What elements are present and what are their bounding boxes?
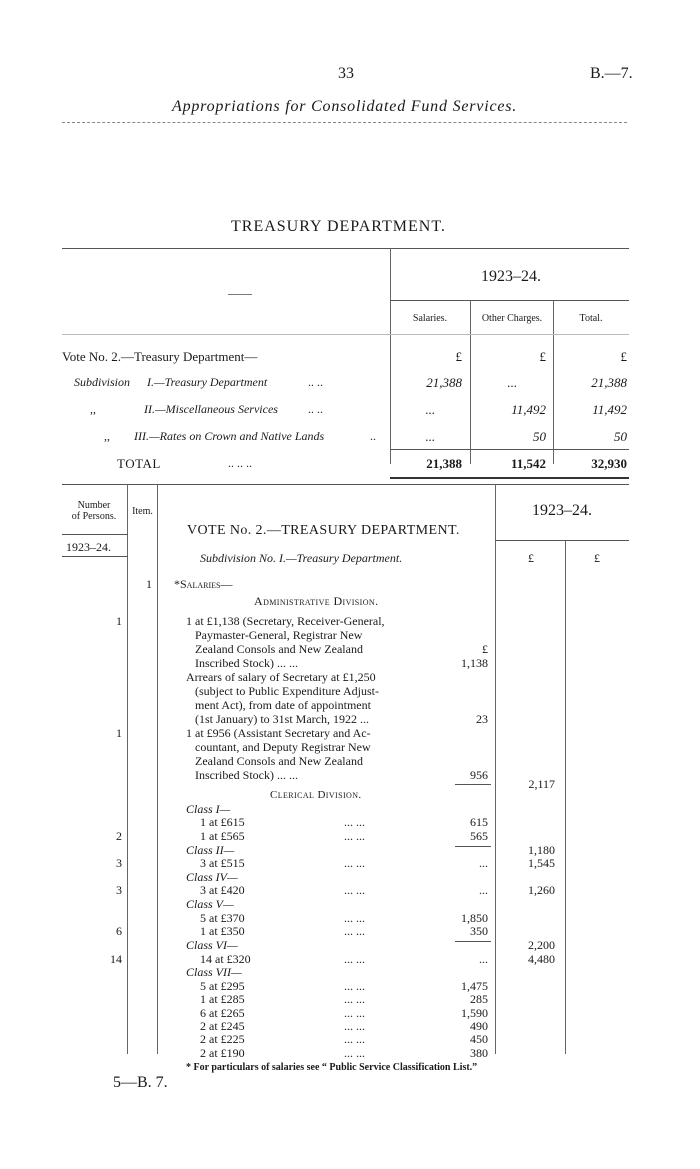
leader-dots: ... ... xyxy=(344,924,365,938)
persons-count: 1 xyxy=(116,614,122,628)
class-line: 3 at £515 xyxy=(200,856,245,870)
summary-divider xyxy=(390,248,391,464)
pound-sign: £ xyxy=(539,349,546,364)
clerical-division-heading: Clerical Division. xyxy=(270,789,362,801)
entry-line: Arrears of salary of Secretary at £1,250 xyxy=(186,670,376,684)
salaries-heading: *Salaries— xyxy=(174,577,233,591)
leader-dots: ... ... xyxy=(344,979,365,993)
entry-line: Paymaster-General, Registrar New xyxy=(195,628,363,642)
row-label-prefix: Subdivision xyxy=(74,375,130,389)
class-line: 5 at £295 xyxy=(200,979,245,993)
leader-dots: .. .. .. xyxy=(228,456,252,470)
number-header-rule xyxy=(62,534,128,535)
row-total: 11,492 xyxy=(592,402,627,417)
entry-line: Inscribed Stock) ... ... xyxy=(195,656,298,670)
leader-dots: .. .. xyxy=(308,375,323,389)
leader-dots: ... ... xyxy=(344,815,365,829)
leader-dots: .. xyxy=(370,429,376,443)
col-number-line-2: of Persons. xyxy=(71,511,117,522)
class-total: 1,180 xyxy=(528,843,555,857)
class-total: 4,480 xyxy=(528,952,555,966)
entry-line: (1st January) to 31st March, 1922 ... xyxy=(195,712,369,726)
entry-line: Inscribed Stock) ... ... xyxy=(195,768,298,782)
entry-amount: 956 xyxy=(470,768,488,782)
total-other-charges: 11,542 xyxy=(510,456,546,471)
pound-sign: £ xyxy=(455,349,462,364)
col-divider xyxy=(157,484,158,1054)
leader-dots: ... ... xyxy=(344,1006,365,1020)
class-label: Class IV— xyxy=(186,870,238,884)
entry-amount: 1,138 xyxy=(461,656,488,670)
entry-line: countant, and Deputy Registrar New xyxy=(195,740,371,754)
persons-count: 3 xyxy=(116,883,122,897)
admin-subtotal: 2,117 xyxy=(528,777,555,791)
summary-header-rule xyxy=(62,334,629,335)
leader-dots: ... ... xyxy=(344,1032,365,1046)
row-salaries: ... xyxy=(425,402,435,417)
signature-mark: 5—B. 7. xyxy=(113,1074,168,1091)
footnote: * For particulars of salaries see “ Public Service Classification List.” xyxy=(186,1062,478,1073)
row-label-prefix: ,, xyxy=(90,402,96,416)
summary-divider xyxy=(470,300,471,464)
col-number-header xyxy=(62,500,126,522)
persons-count: 2 xyxy=(116,829,122,843)
entry-line: 1 at £956 (Assistant Secretary and Ac- xyxy=(186,726,371,740)
class-line: 1 at £615 xyxy=(200,815,245,829)
class-line: 14 at £320 xyxy=(200,952,251,966)
row-total: 50 xyxy=(614,429,627,444)
entry-line: Zealand Consols and New Zealand xyxy=(195,754,363,768)
persons-count: 6 xyxy=(116,924,122,938)
class-label: Class VI— xyxy=(186,938,238,952)
persons-year-rule xyxy=(62,556,128,557)
running-title: Appropriations for Consolidated Fund Services. xyxy=(172,98,518,115)
leader-dots: ... ... xyxy=(344,856,365,870)
class-line: 2 at £245 xyxy=(200,1019,245,1033)
detail-year: 1923–24. xyxy=(532,502,592,519)
subtotal-rule xyxy=(455,846,491,847)
class-line-amount: 615 xyxy=(470,815,488,829)
class-total: 2,200 xyxy=(528,938,555,952)
class-line-amount: 350 xyxy=(470,924,488,938)
pound-sign: £ xyxy=(620,349,627,364)
leader-dots: ... ... xyxy=(344,952,365,966)
class-line: 1 at £285 xyxy=(200,992,245,1006)
col-divider xyxy=(565,540,566,1054)
row-other-charges: 11,492 xyxy=(511,402,546,417)
class-label: Class I— xyxy=(186,802,231,816)
class-line: 2 at £190 xyxy=(200,1046,245,1060)
class-line-amount: ... xyxy=(479,883,488,897)
header-rule xyxy=(62,122,627,123)
detail-top-rule xyxy=(62,484,629,485)
vote-title: VOTE No. 2.—TREASURY DEPARTMENT. xyxy=(187,523,460,538)
summary-year: 1923–24. xyxy=(481,268,541,285)
entry-line: Zealand Consols and New Zealand xyxy=(195,642,363,656)
class-line-amount: 1,590 xyxy=(461,1006,488,1020)
department-title: TREASURY DEPARTMENT. xyxy=(231,218,446,235)
leader-dots: ... ... xyxy=(344,829,365,843)
row-total: 21,388 xyxy=(591,375,627,390)
class-line: 1 at £350 xyxy=(200,924,245,938)
row-label-prefix: ,, xyxy=(104,429,110,443)
class-label: Class V— xyxy=(186,897,234,911)
total-salaries: 21,388 xyxy=(426,456,462,471)
class-line: 2 at £225 xyxy=(200,1032,245,1046)
col-other-charges: Other Charges. xyxy=(481,313,543,324)
entry-line: ment Act), from date of appointment xyxy=(195,698,371,712)
class-line: 3 at £420 xyxy=(200,883,245,897)
persons-year: 1923–24. xyxy=(66,540,111,554)
amount-header-rule xyxy=(495,540,629,541)
col-total: Total. xyxy=(579,313,603,324)
page-number: 33 xyxy=(338,65,354,82)
entry-line: (subject to Public Expenditure Adjust- xyxy=(195,684,379,698)
total-total: 32,930 xyxy=(591,456,627,471)
persons-count: 3 xyxy=(116,856,122,870)
document-reference: B.—7. xyxy=(590,65,633,82)
class-line-amount: ... xyxy=(479,952,488,966)
entry-line: 1 at £1,138 (Secretary, Receiver-General, xyxy=(186,614,385,628)
class-line-amount: ... xyxy=(479,856,488,870)
leader-dots: ... ... xyxy=(344,1046,365,1060)
class-line-amount: 1,850 xyxy=(461,911,488,925)
class-line: 6 at £265 xyxy=(200,1006,245,1020)
vote-label: Vote No. 2.—Treasury Department— xyxy=(62,349,258,364)
class-total: 1,260 xyxy=(528,883,555,897)
pound-sign: £ xyxy=(528,551,534,565)
summary-divider xyxy=(553,300,554,464)
col-item-header: Item. xyxy=(132,506,153,517)
subtotal-rule xyxy=(455,941,491,942)
class-total: 1,545 xyxy=(528,856,555,870)
class-label: Class II— xyxy=(186,843,235,857)
item-number: 1 xyxy=(146,577,152,591)
leader-dots: ... ... xyxy=(344,992,365,1006)
persons-count: 14 xyxy=(110,952,122,966)
leader-dots: .. .. xyxy=(308,402,323,416)
row-label: II.—Miscellaneous Services xyxy=(144,402,278,416)
row-other-charges: ... xyxy=(507,375,517,390)
total-label: TOTAL xyxy=(117,456,161,471)
subdivision-title: Subdivision No. I.—Treasury Department. xyxy=(200,551,403,565)
total-rule xyxy=(390,449,629,450)
subtotal-rule xyxy=(455,784,491,785)
class-line-amount: 490 xyxy=(470,1019,488,1033)
class-line-amount: 1,475 xyxy=(461,979,488,993)
pound-sign: £ xyxy=(482,642,488,656)
col-number-line-1: Number xyxy=(77,500,111,511)
summary-top-rule xyxy=(62,248,629,249)
row-label: I.—Treasury Department xyxy=(147,375,268,389)
col-salaries: Salaries. xyxy=(412,313,448,324)
class-line-amount: 450 xyxy=(470,1032,488,1046)
class-line-amount: 565 xyxy=(470,829,488,843)
leader-dots: ... ... xyxy=(344,883,365,897)
row-salaries: 21,388 xyxy=(426,375,462,390)
total-double-rule xyxy=(390,477,629,479)
header-dash: —— xyxy=(228,286,252,300)
pound-sign: £ xyxy=(594,551,600,565)
class-line: 5 at £370 xyxy=(200,911,245,925)
leader-dots: ... ... xyxy=(344,1019,365,1033)
col-divider xyxy=(495,484,496,1054)
class-line: 1 at £565 xyxy=(200,829,245,843)
row-other-charges: 50 xyxy=(533,429,546,444)
row-label: III.—Rates on Crown and Native Lands xyxy=(134,429,325,443)
administrative-division-heading: Administrative Division. xyxy=(254,594,379,608)
leader-dots: ... ... xyxy=(344,911,365,925)
year-rule xyxy=(390,300,629,301)
class-line-amount: 380 xyxy=(470,1046,488,1060)
persons-count: 1 xyxy=(116,726,122,740)
class-line-amount: 285 xyxy=(470,992,488,1006)
entry-amount: 23 xyxy=(476,712,488,726)
row-salaries: ... xyxy=(425,429,435,444)
col-divider xyxy=(127,484,128,1054)
class-label: Class VII— xyxy=(186,965,242,979)
